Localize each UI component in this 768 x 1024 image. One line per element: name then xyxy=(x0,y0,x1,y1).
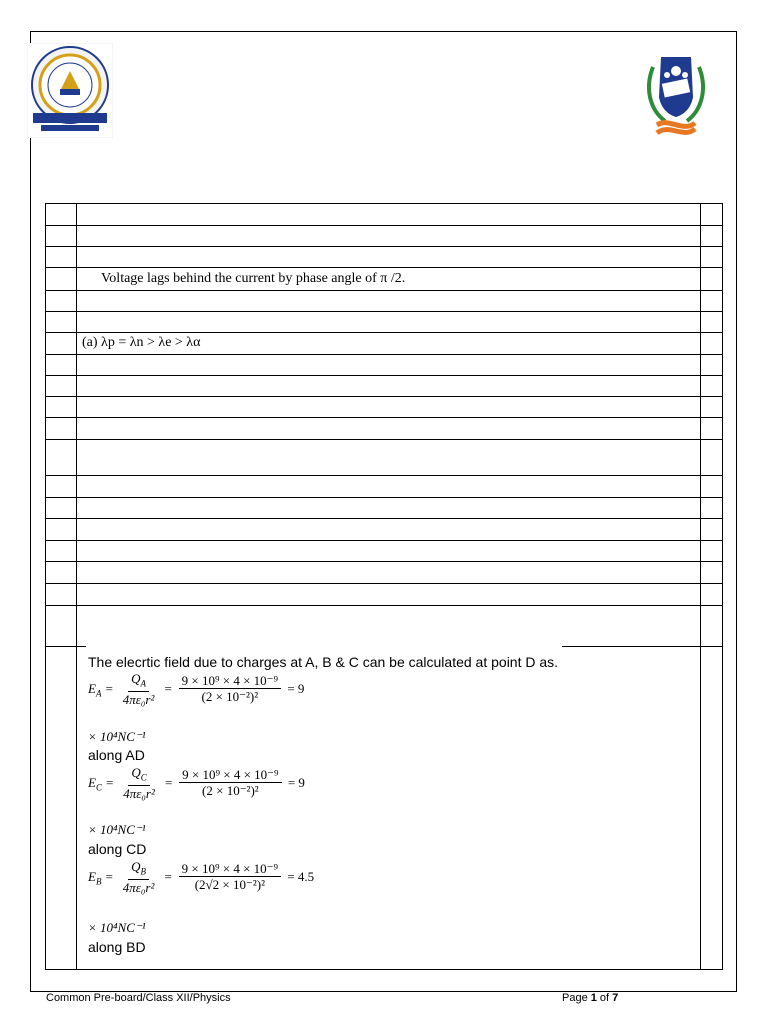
ec-frac2 xyxy=(179,768,281,799)
ec-lhs: E xyxy=(88,774,96,790)
ec-frac1-num-sub: C xyxy=(140,772,147,783)
table-row xyxy=(45,291,723,312)
table-row xyxy=(45,418,723,440)
ea-frac2-num: 9 × 10⁹ × 4 × 10⁻⁹ xyxy=(179,674,281,689)
ec-frac1-den: 4πε₀r² xyxy=(123,785,155,801)
equation-ec: $E_C$ = $\frac{Q_C}{\text{4πε₀r²}}$ = $\frac{\text{9 × 10⁹ × 4 × 10⁻⁹}}{\text{(2 × 10⁻²)²}}$ = 9 xyxy=(88,765,305,801)
eb-frac2 xyxy=(179,862,281,893)
equation-ea: $E_A$ = $\frac{Q_A}{\text{4πε₀r²}}$ = $\frac{\text{9 × 10⁹ × 4 × 10⁻⁹}}{\text{(2 × 10⁻²)²}}$ = 9 xyxy=(88,671,305,707)
ec-result: = 9 xyxy=(287,774,305,790)
ea-lhs: E xyxy=(88,680,96,696)
ec-frac1-num: Q xyxy=(131,765,141,780)
ea-sub: A xyxy=(95,688,102,699)
eb-frac1-den: 4πε₀r² xyxy=(122,879,155,895)
table-row xyxy=(45,312,723,333)
table-row xyxy=(45,204,723,226)
eb-frac1 xyxy=(120,860,158,896)
table-row xyxy=(45,333,723,355)
table-row xyxy=(45,376,723,397)
table-row xyxy=(45,498,723,519)
ea-unit: × 10⁴NC⁻¹ xyxy=(88,729,146,744)
ea-result: = 9 xyxy=(287,680,305,696)
page-prefix: Page xyxy=(562,992,591,1004)
eb-frac2-den: (2√2 × 10⁻²)² xyxy=(194,877,265,893)
ea-frac1-den: 4πε₀r² xyxy=(122,691,155,707)
ea-frac2 xyxy=(179,674,281,705)
ea-direction: along AD xyxy=(88,747,145,763)
eb-unit: × 10⁴NC⁻¹ xyxy=(88,920,146,935)
table-row xyxy=(45,355,723,376)
table-row xyxy=(45,562,723,584)
table-row xyxy=(45,268,723,291)
table-row xyxy=(45,584,723,606)
ec-direction: along CD xyxy=(88,841,147,857)
table-row xyxy=(45,476,723,498)
ec-frac2-den: (2 × 10⁻²)² xyxy=(202,783,259,799)
ea-frac1-num-sub: A xyxy=(140,678,146,689)
answer-text: Voltage lags behind the current by phase angle of π /2. xyxy=(101,271,406,286)
equation-eb: $E_B$ = $\frac{Q_B}{\text{4πε₀r²}}$ = $\frac{\text{9 × 10⁹ × 4 × 10⁻⁹}}{\text{(2√2 × 10⁻²)²}}$ = 4.5 xyxy=(88,859,315,895)
page-current: 1 xyxy=(590,992,597,1004)
table-row xyxy=(45,397,723,418)
eb-result: = 4.5 xyxy=(287,868,315,884)
ea-frac1 xyxy=(120,672,158,708)
eb-frac2-num: 9 × 10⁹ × 4 × 10⁻⁹ xyxy=(179,862,281,877)
ec-unit: × 10⁴NC⁻¹ xyxy=(88,822,146,837)
eb-lhs: E xyxy=(88,868,96,884)
table-row xyxy=(45,519,723,541)
school-seal-logo xyxy=(27,43,113,138)
eb-sub: B xyxy=(95,876,102,887)
table-row xyxy=(45,606,723,647)
table-row xyxy=(45,440,723,476)
table-row xyxy=(45,226,723,247)
ec-frac1 xyxy=(120,766,158,802)
ea-frac2-den: (2 × 10⁻²)² xyxy=(201,689,259,705)
footer-page-number xyxy=(562,992,618,1004)
table-row xyxy=(45,541,723,562)
eb-direction: along BD xyxy=(88,939,146,955)
electric-field-solution xyxy=(86,646,562,962)
eb-frac1-num: Q xyxy=(131,859,141,874)
footer-document-title: Common Pre-board/Class XII/Physics xyxy=(46,992,231,1004)
eb-frac1-num-sub: B xyxy=(140,866,146,877)
ea-frac1-num: Q xyxy=(131,671,141,686)
solution-intro: The elecrtic field due to charges at A, B & C can be calculated at point D as. xyxy=(88,654,559,670)
page-of: of xyxy=(596,992,613,1004)
board-of-directors-logo xyxy=(643,47,709,139)
ec-sub: C xyxy=(95,782,102,793)
page-total: 7 xyxy=(612,992,619,1004)
table-row xyxy=(45,247,723,268)
answer-text: (a) λp = λn > λe > λα xyxy=(82,335,201,350)
ec-frac2-num: 9 × 10⁹ × 4 × 10⁻⁹ xyxy=(179,768,281,783)
